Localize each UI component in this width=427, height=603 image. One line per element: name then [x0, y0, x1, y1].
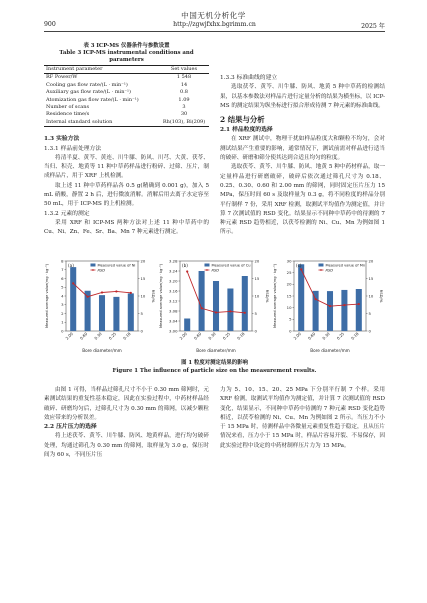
x-tick-label: 0.25 — [335, 331, 346, 341]
table-row — [44, 119, 209, 127]
y2-tick-label: 20 — [254, 258, 260, 264]
paragraph: 由图 1 可得，当样品过筛孔尺寸不小于 0.30 mm 筛网时，元素测试结果的重复性基本稳定，因此在实验过程中，中药材样品经破碎、研磨均匀后，过筛孔尺寸为 0.30 mm 的筛网，以减少颗粒效应带来的分析误差。 — [44, 387, 209, 421]
y-tick-label: 0 — [61, 328, 64, 334]
y-tick-label: 3.20 — [169, 278, 178, 284]
x-axis-label: Bore diameter/mm — [82, 348, 122, 353]
legend-swatch — [320, 269, 322, 271]
rsd-point — [358, 303, 360, 305]
y2-axis-label: RSD/% — [265, 289, 270, 303]
journal-year: 2025 年 — [361, 23, 385, 30]
rsd-point — [115, 290, 117, 292]
bar — [99, 295, 105, 331]
bar — [356, 289, 362, 331]
y2-tick-label: 15 — [140, 275, 146, 281]
y-tick-label: 7 — [61, 267, 64, 273]
subplot-letter: (b) — [182, 263, 188, 268]
y-tick-label: 6 — [61, 275, 64, 281]
y-tick-label: 3 — [61, 302, 64, 308]
subplot-letter: (a) — [68, 263, 74, 268]
table-cell: 1.09 — [178, 96, 190, 103]
journal-title: 中国无机分析化学 — [181, 11, 246, 20]
y2-tick-label: 0 — [368, 328, 371, 334]
y-tick-label: 3.00 — [169, 328, 178, 334]
bar — [113, 297, 119, 331]
table-cell: Atomization gas flow rate/(L · min⁻¹) — [46, 96, 139, 103]
table-row — [44, 111, 209, 118]
x-tick-label: 0.30 — [321, 331, 331, 341]
y2-axis-label: RSD/% — [151, 289, 156, 303]
table-cell: Rh(103), Bi(209) — [159, 119, 209, 127]
rsd-point — [244, 312, 246, 314]
x-tick-label: 0.60 — [306, 331, 317, 341]
page-number: 900 — [44, 21, 56, 28]
y-tick-label: 10 — [286, 305, 292, 311]
y-tick-label: 3.08 — [169, 308, 178, 314]
rsd-line — [73, 283, 131, 296]
y2-tick-label: 5 — [368, 310, 371, 316]
bar — [213, 281, 219, 331]
x-tick-label: 0.18 — [235, 331, 246, 341]
y-tick-label: 3.12 — [169, 298, 178, 304]
x-tick-label: 0.18 — [121, 331, 132, 341]
x-tick-label: 0.25 — [221, 331, 232, 341]
rsd-point — [215, 311, 217, 313]
right-column-bottom — [220, 386, 385, 451]
bar — [70, 267, 76, 331]
rsd-point — [229, 310, 231, 312]
y-tick-label: 3.24 — [169, 268, 178, 274]
y2-axis-label: RSD/% — [379, 289, 384, 303]
paragraph: 选取茯苓、黄芩、川牛膝、防风、地黄 5 种中草药的检测结果，以基本参数法对样品片进行定量分析的结果为横坐标，以 ICP-MS 的测定结果为纵坐标进行拟合形成待测 7 种元素的标准曲线。 — [220, 84, 385, 109]
y2-tick-label: 5 — [140, 310, 143, 316]
table-row — [44, 89, 209, 96]
y-tick-label: 3.28 — [169, 258, 178, 264]
legend-label: Measured value of Mn — [325, 263, 366, 268]
y2-tick-label: 0 — [140, 328, 143, 334]
table-cell: 14 — [180, 81, 188, 88]
y2-tick-label: 20 — [140, 258, 146, 264]
y-tick-label: 2 — [61, 310, 64, 316]
left-column — [44, 43, 209, 238]
y-tick-label: 30 — [286, 258, 292, 264]
subsection-heading: 1.3.3 标准曲线的建立 — [220, 75, 278, 81]
legend-label: RSD — [211, 268, 220, 273]
y2-tick-label: 10 — [140, 293, 146, 299]
rsd-point — [186, 270, 188, 272]
rsd-point — [130, 292, 132, 294]
bar — [313, 291, 319, 331]
bar — [199, 271, 205, 331]
table3-header: Instrument parameter — [44, 66, 159, 74]
x-tick-label: 2.00 — [178, 331, 188, 341]
bar — [128, 293, 134, 331]
x-tick-label: 0.18 — [349, 331, 360, 341]
y2-tick-label: 15 — [368, 275, 374, 281]
y2-tick-label: 15 — [254, 275, 260, 281]
subsection-heading: 2.2 压片压力的选择 — [44, 424, 97, 431]
x-tick-label: 0.30 — [93, 331, 103, 341]
y-tick-label: 5 — [289, 316, 292, 322]
legend-swatch — [90, 264, 95, 267]
section-heading: 2 结果与分析 — [220, 115, 265, 125]
y2-tick-label: 10 — [254, 293, 260, 299]
rsd-point — [343, 304, 345, 306]
bar — [327, 291, 333, 331]
table-cell: RF Power/W — [46, 74, 78, 81]
bar — [227, 289, 233, 332]
legend-label: RSD — [97, 268, 106, 273]
legend-swatch — [318, 264, 323, 267]
y-tick-label: 4 — [61, 293, 64, 299]
rsd-point — [72, 282, 74, 284]
table-row — [44, 74, 209, 82]
subsection-heading: 2.1 样品粒度的选择 — [220, 127, 273, 134]
rsd-point — [329, 305, 331, 307]
legend-label: RSD — [325, 268, 334, 273]
table-cell: Number of scans — [46, 104, 90, 111]
table-cell: 0.8 — [180, 89, 188, 96]
figure-1 — [44, 257, 385, 355]
paragraph: 将清半夏、黄芩、黄连、川牛膝、防风、川芎、大黄、茯苓、当归、积壳、地黄等 11 种中草药样品进行粉碎、过筛、压片，制成样品片，用于 XRF 上机检测。 — [44, 154, 209, 180]
subsection-heading: 1.3.2 元素的测定 — [44, 210, 90, 217]
right-column — [220, 74, 385, 238]
figure1-caption-en: Figure 1 The influence of particle size on the measurement results. — [112, 368, 317, 374]
y-tick-label: 0 — [289, 328, 292, 334]
x-tick-label: 0.30 — [207, 331, 217, 341]
table-cell: Auxiliary gas flow rate/(L · min⁻¹) — [46, 89, 132, 96]
journal-url: http://zgwjfxhx.bgrimm.cn — [173, 21, 256, 28]
y-tick-label: 5 — [61, 284, 64, 290]
x-axis-label: Bore diameter/mm — [196, 348, 236, 353]
header-rule — [44, 31, 385, 32]
table3-header: Set values — [159, 66, 209, 74]
y-tick-label: 8 — [61, 258, 64, 264]
y-axis-label: Measured average value(mg · kg⁻¹) — [273, 263, 277, 329]
bar — [341, 290, 347, 331]
legend-label: Measured value of Cu — [211, 263, 251, 268]
y-tick-label: 3.04 — [169, 318, 178, 324]
y-axis-label: Measured average value(mg · kg⁻¹) — [45, 263, 49, 329]
paragraph: 将上述茯苓、黄芩、川牛膝、防风、地黄样品，进行均匀破碎处理，均通过筛孔为 0.30 mm 的筛网，取样量为 3.0 g，保压时间为 60 s，不同压片压 — [44, 433, 209, 459]
x-tick-label: 2.00 — [292, 331, 302, 341]
x-axis-label: Bore diameter/mm — [310, 348, 350, 353]
legend-swatch — [206, 269, 208, 271]
chart-cu — [158, 257, 270, 355]
paragraph: 选取茯苓、黄芩、川牛膝、防风、地黄 5 种中药材样品，取一定量样品进行研磨破碎，破碎后依次通过筛孔尺寸为 0.18、0.25、0.30、0.60 和 2.00 mm 的筛网，同时固定压片压力 15 MPa，保压时间 60 s 及取样量为 0.3 g，将不同粒度的样品分别平行制样 7 份，采用 XRF 检测，取测试平均值作为测定值，并计算 7 次测试值的 RSD 变化。结果显示不同种中草药中的待测的 7 种元素 RSD 趋势相近，以茯苓检测的 Ni、Cu、Mn 为例如图 1 所示。 — [220, 164, 385, 236]
table-cell: 3 — [182, 104, 186, 111]
left-column-bottom — [44, 386, 209, 460]
y-tick-label: 15 — [286, 293, 292, 299]
section-heading: 1.3 实验方法 — [44, 136, 80, 143]
legend-swatch — [204, 264, 209, 267]
table-row — [44, 104, 209, 111]
y2-tick-label: 5 — [254, 310, 257, 316]
legend-label: Measured value of Ni — [97, 263, 136, 268]
y2-tick-label: 10 — [368, 293, 374, 299]
paragraph: 在 XRF 测试中，物理干扰如样品粒度大和颗粒不均匀，会对测试结果产生重要的影响，通常情况下，测试前需对样品进行适当的破碎、研磨和筛分使其达到合适且均匀的粒度。 — [220, 136, 385, 162]
table-row — [44, 97, 209, 104]
paragraph: 取上述 11 种中草药样品各 0.5 g(精确到 0.001 g)，加入 5 mL 硝酸，静置 2 h 后，进行微波消解。消解后用去离子水定容至 50 mL，用于 ICP-MS 的上机检测。 — [44, 182, 209, 208]
x-tick-label: 2.00 — [64, 331, 74, 341]
y-tick-label: 20 — [286, 281, 292, 287]
table-cell: 30 — [180, 111, 188, 118]
paragraph: 采用 XRF 和 ICP-MS 两种方法对上述 11 种中草药中的 Cu、Ni、Zn、Fe、Sr、Ba、Mn 7 种元素进行测定。 — [44, 219, 209, 236]
y-axis-label: Measured average value(mg · kg⁻¹) — [159, 263, 163, 329]
bar — [184, 319, 190, 332]
y2-tick-label: 0 — [254, 328, 257, 334]
table-cell: Residence time/s — [46, 111, 90, 118]
rsd-point — [315, 298, 317, 300]
y-tick-label: 25 — [286, 270, 292, 276]
table-cell: Cooling gas flow rate/(L · min⁻¹) — [46, 81, 128, 88]
chart-mn — [272, 257, 384, 355]
y2-tick-label: 20 — [368, 258, 374, 264]
table3-caption-en: Table 3 ICP-MS instrumental conditions and parameters — [59, 50, 194, 63]
rsd-point — [87, 296, 89, 298]
y-tick-label: 1 — [61, 319, 64, 325]
running-header — [44, 21, 385, 31]
y-tick-label: 3.16 — [169, 288, 178, 294]
legend-swatch — [92, 269, 94, 271]
x-tick-label: 0.60 — [78, 331, 89, 341]
table3-caption-cn: 表 3 ICP-MS 仪器条件与参数设置 — [83, 43, 170, 49]
figure1-caption-cn: 图 1 粒度对测定结果的影响 — [181, 360, 248, 366]
rsd-point — [300, 268, 302, 270]
bar — [242, 276, 248, 331]
x-tick-label: 0.60 — [192, 331, 203, 341]
rsd-point — [101, 291, 103, 293]
table3 — [44, 65, 209, 127]
rsd-point — [201, 307, 203, 309]
x-tick-label: 0.25 — [107, 331, 118, 341]
subplot-letter: (c) — [296, 263, 302, 268]
table-cell: 1 548 — [176, 74, 192, 81]
chart-ni — [44, 257, 156, 355]
table-cell: Internal standard solution — [44, 119, 159, 127]
paragraph: 力为 5、10、15、20、25 MPa 下分别平行制 7 个样。采用 XRF 检测，取测试平均值作为测定值，并计算 7 次测试值的 RSD 变化，结果显示，不同种中草药中待测的 7 种元素 RSD 变化趋势相近，以茯苓检测的 Ni、Cu、Mn 为例如图 2 所示。当压力不小于 15 MPa 时，待测样品中各微量元素重复性趋于稳定，且从压片情况来看，压力小于 15 MPa 时，样品片容易开裂、不易保存，因此实验过程中设定的中药材制样压片力为 15 MPa。 — [220, 387, 385, 449]
subsection-heading: 1.3.1 样品前处理方法 — [44, 145, 102, 152]
